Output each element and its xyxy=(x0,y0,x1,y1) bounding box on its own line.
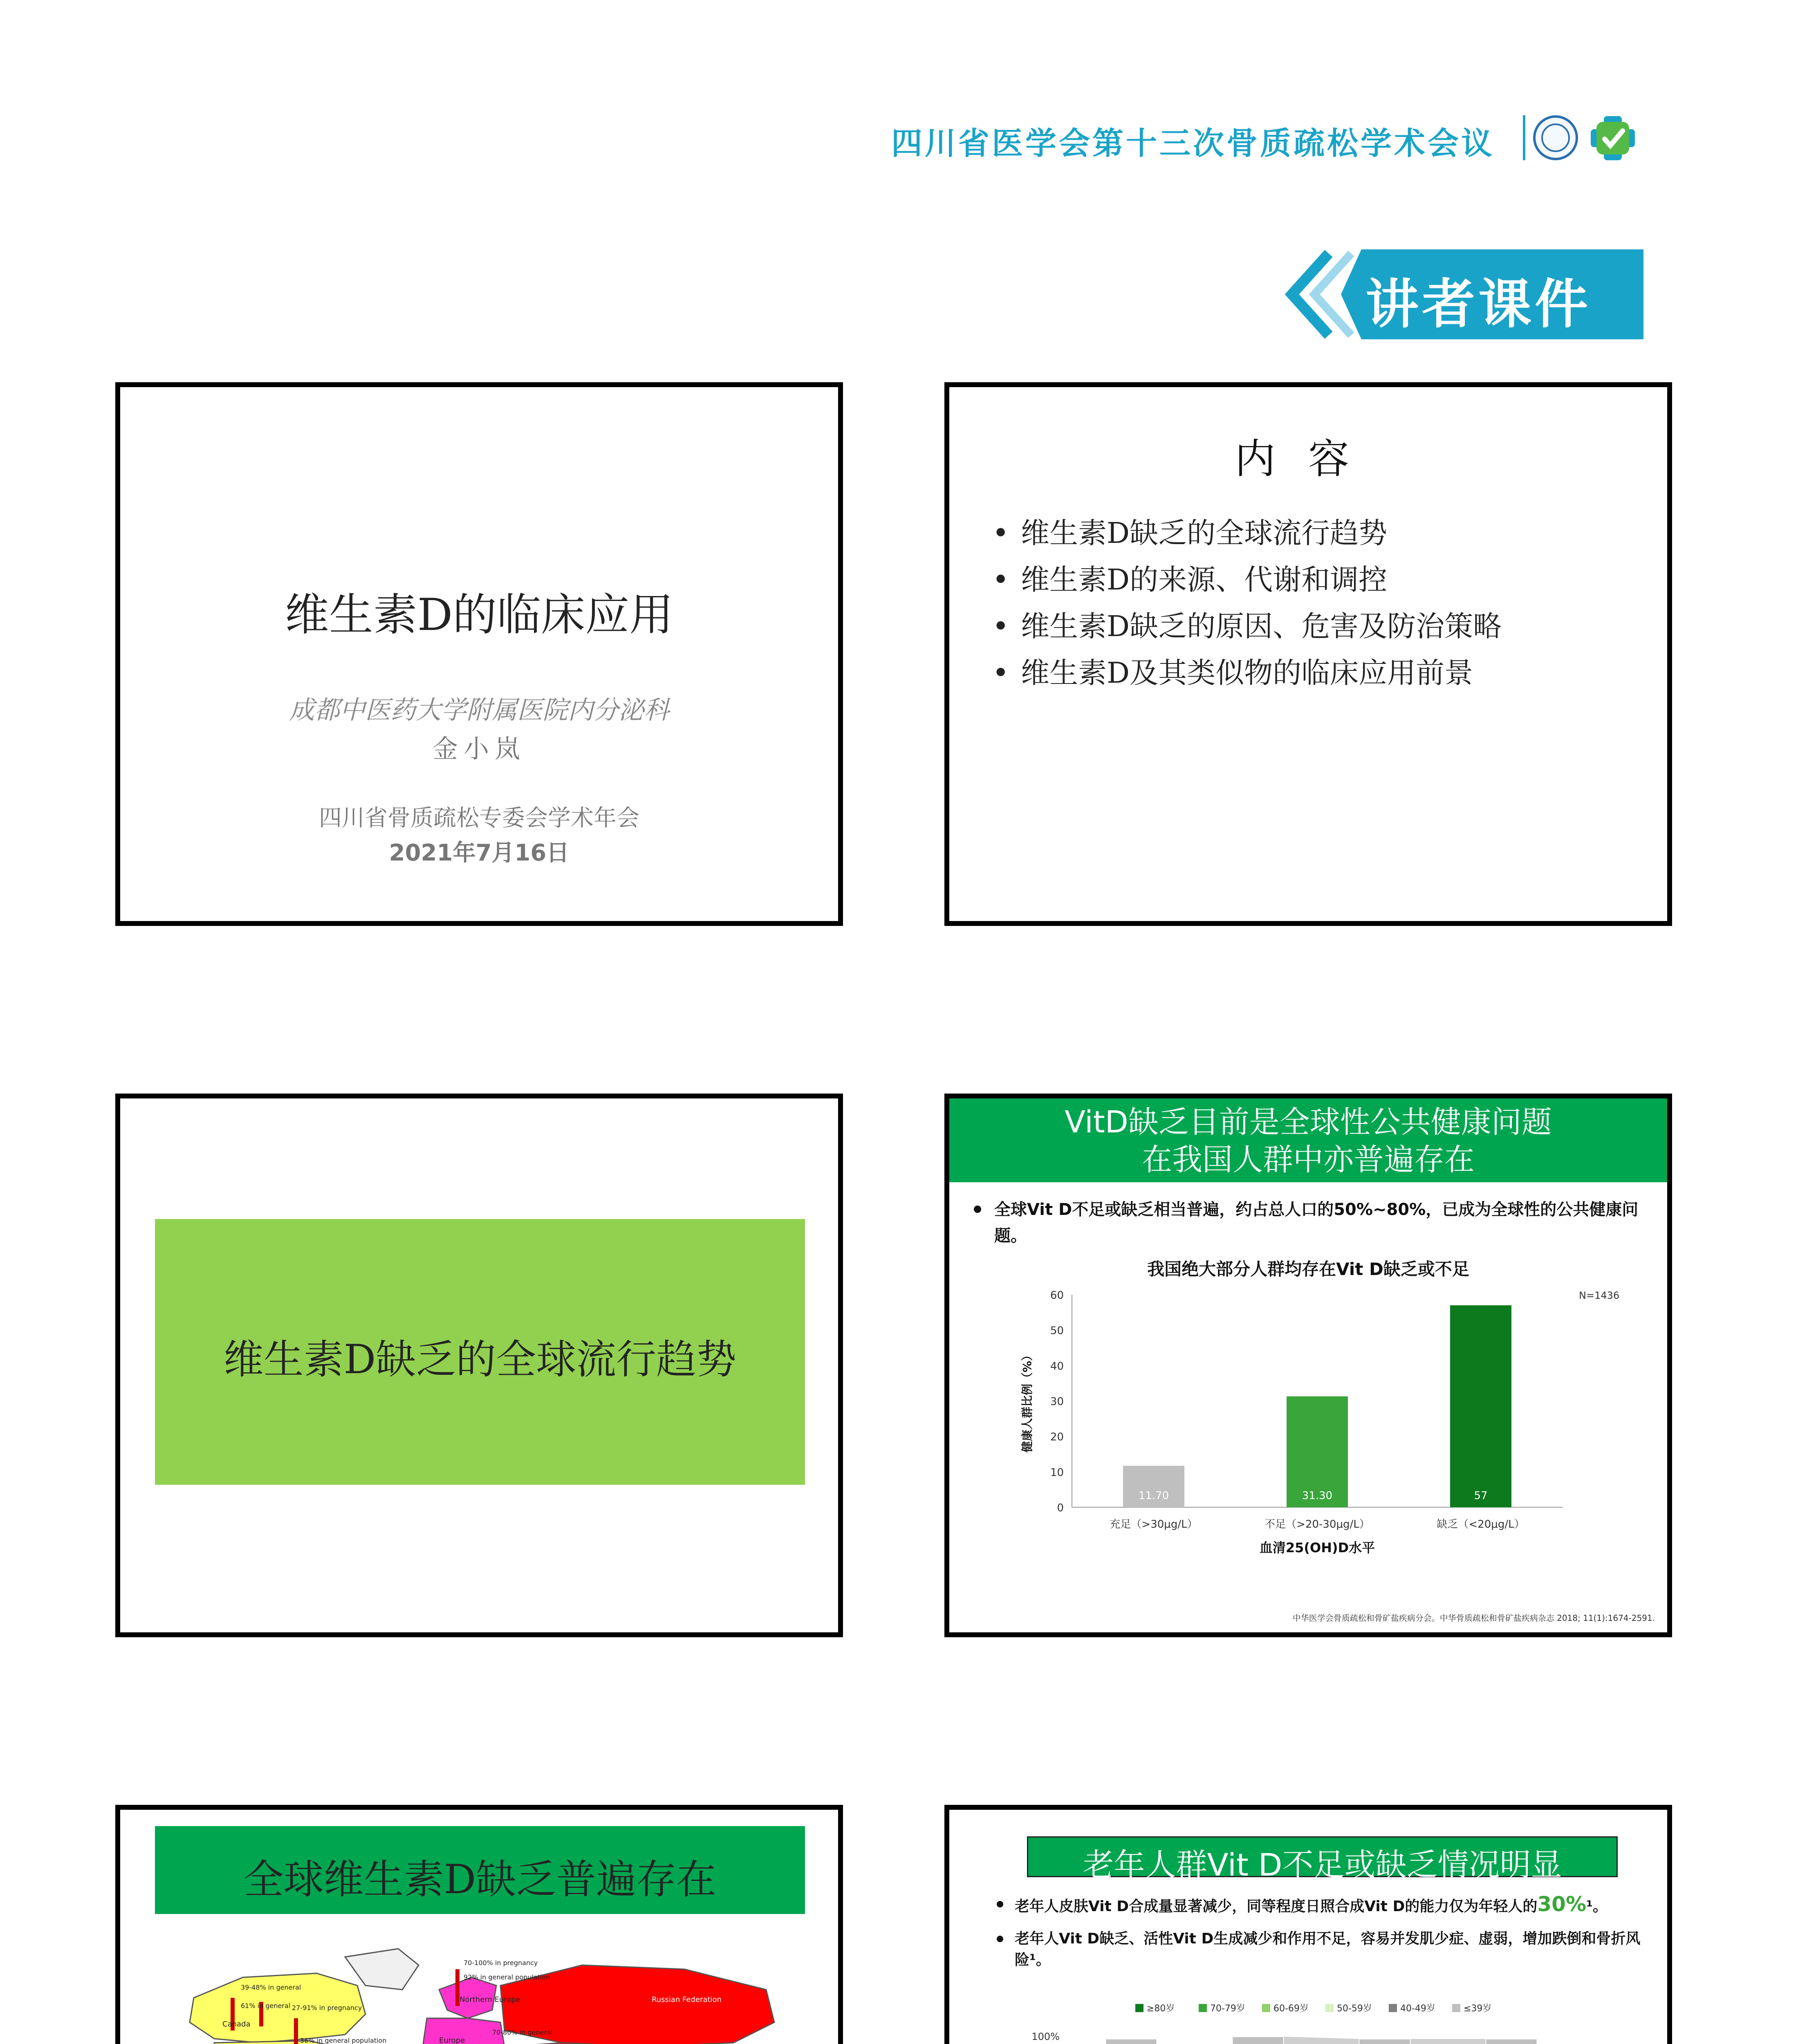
contents-item: • 维生素D的来源、代谢和调控 xyxy=(992,563,1388,596)
section-title: 维生素D缺乏的全球流行趋势 xyxy=(223,1336,737,1383)
slide6-title-band xyxy=(1027,1836,1618,1883)
y-tick-label: 0 xyxy=(1057,1502,1064,1514)
slide5-title: 全球维生素D缺乏普遍存在 xyxy=(243,1856,717,1903)
legend-swatch xyxy=(1389,2004,1397,2012)
series-band xyxy=(1284,2037,1359,2044)
world-vitd-map xyxy=(153,1941,815,2044)
legend-swatch xyxy=(1262,2004,1270,2012)
legend-swatch xyxy=(1135,2004,1143,2012)
slide-section xyxy=(115,1094,843,1637)
y-tick-label: 60 xyxy=(1050,1289,1064,1302)
bar xyxy=(1450,1305,1511,1507)
slide4-citation: 中华医学会骨质疏松和骨矿盐疾病分会。中华骨质疏松和骨矿盐疾病杂志 2018; 11(1):1674-2591. xyxy=(1292,1613,1655,1623)
slide1-date: 2021年7月16日 xyxy=(389,840,569,866)
header-divider xyxy=(1523,115,1525,160)
legend-label: ≤39岁 xyxy=(1464,2004,1492,2014)
bar-value-label: 11.70 xyxy=(1138,1490,1169,1502)
map-annotation: 70-80% in general xyxy=(492,2028,553,2036)
map-region-label: Canada xyxy=(222,2020,251,2028)
slide6-bullet2: 老年人Vit D缺乏、活性Vit D生成减少和作用不足，容易并发肌少症、虚弱，增加跌倒和骨折风险¹。 xyxy=(1015,1928,1652,1971)
contents-item: • 维生素D缺乏的原因、危害及防治策略 xyxy=(992,610,1502,643)
slide-title xyxy=(115,382,843,926)
chart-title: 我国绝大部分人群均存在Vit D缺乏或不足 xyxy=(1147,1259,1469,1279)
slide6-title: 老年人群Vit D不足或缺乏情况明显 xyxy=(1083,1847,1562,1883)
chart-annotation: N=1436 xyxy=(1579,1290,1620,1301)
x-axis-title: 血清25(OH)D水平 xyxy=(1259,1540,1375,1555)
slide2-title: 内容 xyxy=(1235,435,1382,483)
slide-global-map xyxy=(115,1805,843,2044)
legend-label: 70-79岁 xyxy=(1210,2004,1245,2014)
legend-swatch xyxy=(1199,2004,1207,2012)
slide6-bullet1: 老年人皮肤Vit D合成量显著减少，同等程度日照合成Vit D的能力仅为年轻人的30%¹。 xyxy=(1015,1894,1652,1917)
medical-cross-logo-icon xyxy=(1588,114,1637,163)
map-annotation: 36% in general population xyxy=(300,2037,387,2044)
series-band xyxy=(1410,2039,1486,2044)
map-annotation: 27-91% in pregnancy xyxy=(292,2004,362,2012)
x-tick-label: 不足（>20-30μg/L） xyxy=(1264,1518,1370,1531)
contents-item: • 维生素D缺乏的全球流行趋势 xyxy=(992,516,1388,550)
map-region-greenland xyxy=(345,1949,419,1990)
stacked-bar-segment xyxy=(1233,2037,1284,2044)
y-tick-label: 10 xyxy=(1050,1466,1064,1479)
y-tick-label: 50 xyxy=(1050,1325,1064,1337)
slide4-title-band xyxy=(949,1098,1667,1182)
map-region-label: Russian Federation xyxy=(652,1995,722,2004)
legend-label: ≥80岁 xyxy=(1147,2004,1175,2014)
slide4-title-line2: 在我国人群中亦普遍存在 xyxy=(1142,1142,1475,1177)
slide4-title-line1: VitD缺乏目前是全球性公共健康问题 xyxy=(1065,1105,1552,1140)
map-region-label: Europe xyxy=(439,2036,465,2044)
section-banner xyxy=(155,1219,805,1485)
slide-vitd-china xyxy=(944,1094,1672,1637)
slide1-author: 金小岚 xyxy=(432,734,526,764)
legend-swatch xyxy=(1452,2004,1460,2012)
slide-contents xyxy=(944,382,1672,926)
y-axis-title: 健康人群比例（%） xyxy=(1020,1349,1034,1453)
legend-swatch xyxy=(1325,2004,1334,2012)
badge-label: 讲者课件 xyxy=(1365,273,1592,335)
slide5-title-band xyxy=(155,1826,805,1914)
slide1-affiliation: 成都中医药大学附属医院内分泌科 xyxy=(289,695,669,725)
legend-label: 60-69岁 xyxy=(1273,2004,1309,2014)
vitd-bar-chart xyxy=(949,1278,1667,1560)
y-tick-label: 40 xyxy=(1050,1360,1064,1373)
contents-item: • 维生素D及其类似物的临床应用前景 xyxy=(992,656,1473,690)
map-annotation: 39-48% in general xyxy=(241,1983,301,1991)
map-annotation: 92% in general population xyxy=(464,1973,550,1981)
x-tick-label: 充足（>30μg/L） xyxy=(1110,1518,1198,1531)
stacked-bar-segment xyxy=(1359,2039,1410,2044)
elderly-stacked-chart xyxy=(949,1981,1667,2044)
slide-elderly-vitd xyxy=(944,1805,1672,2044)
legend-label: 40-49岁 xyxy=(1400,2004,1435,2014)
stacked-bar-segment xyxy=(1106,2039,1157,2044)
y-tick-label: 100% xyxy=(1031,2031,1060,2042)
legend-label: 50-59岁 xyxy=(1337,2004,1372,2014)
slide1-title: 维生素D的临床应用 xyxy=(285,589,674,641)
slide1-conference: 四川省骨质疏松专委会学术年会 xyxy=(319,805,639,831)
bar-value-label: 57 xyxy=(1474,1490,1488,1502)
y-tick-label: 30 xyxy=(1050,1396,1064,1408)
map-annotation: 61% in general xyxy=(241,2002,291,2010)
x-tick-label: 缺乏（<20μg/L） xyxy=(1437,1518,1525,1531)
bar-value-label: 31.30 xyxy=(1302,1490,1333,1502)
conference-title: 四川省医学会第十三次骨质疏松学术会议 xyxy=(891,125,1495,161)
contents-list xyxy=(992,510,1502,696)
map-annotation: 70-100% in pregnancy xyxy=(464,1959,538,1967)
stacked-bar-segment xyxy=(1486,2039,1537,2044)
society-seal-icon xyxy=(1533,115,1578,160)
map-region-label: Northern Europe xyxy=(460,1995,520,2004)
slide4-bullet: 全球Vit D不足或缺乏相当普遍，约占总人口的50%~80%，已成为全球性的公共健康问题。 xyxy=(994,1197,1648,1249)
y-tick-label: 20 xyxy=(1050,1431,1064,1443)
